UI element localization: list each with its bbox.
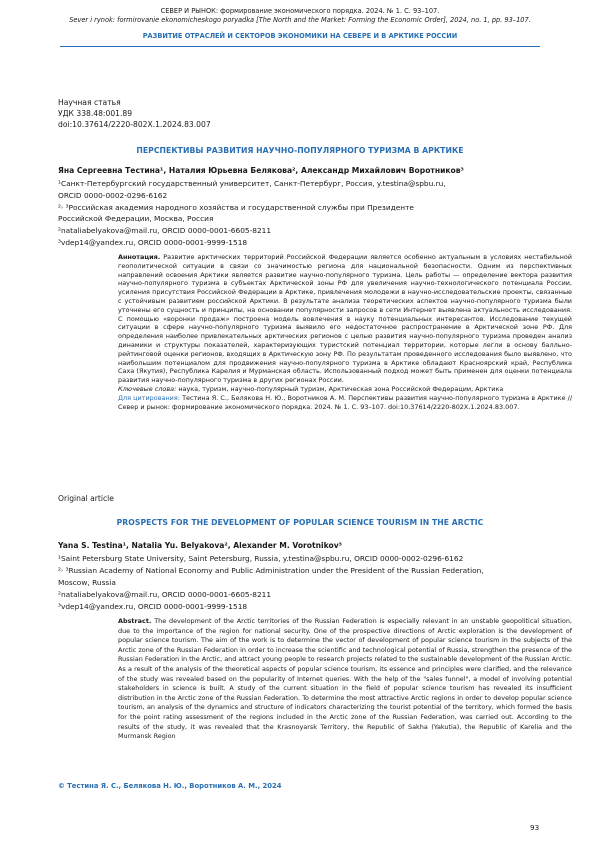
affiliation-ru-1-orcid: ORCID 0000-0002-0296-6162 xyxy=(58,191,168,200)
article-type-en: Original article xyxy=(58,494,114,503)
abstract-en-text: The development of the Arctic territories of the Russian Federation is especially relevant in an unstable geopolitical situation, due to the importance of the region for national security. One of the prospective directions of Arctic exploration is the development of popular science tourism. The aim of the work is to determine the vector of development of popular science tourism in the subjects of the Arctic zone of the Russian Federation in order to increase the scientific and technological potential of Russia, strengthen the presence of the Russian Federation in the Arctic, and attract young people to research projects related to the sustainable development of the Russian Arctic. As a result of the analysis of the theoretical aspects of popular science tourism, its essence and principles were clarified, and the relevance of the study was revealed based on the popularity of Internet queries. With the help of the "sales funnel", a model of involving potential stakeholders in science is built. A study of the current situation in the field of popular science tourism has revealed its insufficient distribution in the Arctic zone of the Russian Federation. To determine the most attractive Arctic regions in order to develop popular science tourism, an analysis of the dynamics and structure of indicators characterizing the tourist potential of the territory, which formed the basis for the point rating assessment of the regions included in the Arctic zone of the Russian Federation, was carried out. According to the results of the study, it was revealed that the Krasnoyarsk Territory, the Republic of Sakha (Yakutia), the Republic of Karelia and the Murmansk Region xyxy=(118,617,572,741)
abstract-ru-text: Развитие арктических территорий Российской Федерации является особенно актуальным в условиях нестабильной геополитической ситуации в связи со значимостью региона для национальной безопасности. Одним из перспективных направлений освоения Арктики является развитие научно-популярного туризма. Цель работы — определение вектора развития научно-популярного туризма в субъектах Арктической зоны РФ для увеличения научно-технологического потенциала России, усиления присутствия Российской Федерации в Арктике, привлечения молодежи в научно-исследовательские проекты, связанные с устойчивым развитием российской Арктики. В результате анализа теоретических аспектов научно-популярного туризма были уточнены его сущность и принципы, на основании популярности запросов в сети Интернет выявлена актуальность исследования. С помощью «воронки продаж» построена модель вовлечения в науку потенциальных интересантов. Исследование текущей ситуации в сфере научно-популярного туризма выявило его недостаточное распространение в Арктической зоне РФ. Для определения наиболее привлекательных арктических регионов с целью развития научно-популярного туризма проведен анализ динамики и структуры показателей, характеризующих туристский потенциал территории, которые легли в основу балльно-рейтинговой оценки регионов, входящих в Арктическую зону РФ. По результатам проведенного исследования было выявлено, что наибольшим потенциалом для продвижения научно-популярного туризма в Арктике обладают Красноярский край, Республика Саха (Якутия), Республика Карелия и Мурманская область. Использованный подход может быть применен для оценки потенциала развития научно-популярного туризма в других регионах России. xyxy=(118,253,572,385)
article-type: Научная статья xyxy=(58,98,121,107)
journal-citation-ru: СЕВЕР И РЫНОК: формирование экономического порядка. 2024. № 1. С. 93–107. xyxy=(160,7,440,15)
title-ru: ПЕРСПЕКТИВЫ РАЗВИТИЯ НАУЧНО-ПОПУЛЯРНОГО ТУРИЗМА В АРКТИКЕ xyxy=(136,146,464,155)
affiliation-en-1: ¹Saint Petersburg State University, Saint Petersburg, Russia, y.testina@spbu.ru, ORCID 0000-0002-0296-6162 xyxy=(58,554,464,563)
email-ru-3: ³vdep14@yandex.ru, ORCID 0000-0001-9999-1518 xyxy=(58,238,248,247)
section-title: РАЗВИТИЕ ОТРАСЛЕЙ И СЕКТОРОВ ЭКОНОМИКИ НА СЕВЕРЕ И В АРКТИКЕ РОССИИ xyxy=(142,32,458,40)
header-rule xyxy=(60,46,540,47)
email-ru-2: ²nataliabelyakova@mail.ru, ORCID 0000-0001-6605-8211 xyxy=(58,226,272,235)
authors-en: Yana S. Testina¹, Natalia Yu. Belyakova², Alexander M. Vorotnikov³ xyxy=(58,541,342,550)
cite-ru: Тестина Я. С., Белякова Н. Ю., Воротников А. М. Перспективы развития научно-популярного туризма в Арктике // Север и рынок: формирование экономического порядка. 2024. № 1. С. 93–107. doi:10.37614/2220-802X.1.2024.83.007. xyxy=(118,393,573,411)
title-en: PROSPECTS FOR THE DEVELOPMENT OF POPULAR SCIENCE TOURISM IN THE ARCTIC xyxy=(116,518,484,527)
journal-citation-en: Sever i rynok: formirovanie ekonomicheskogo poryadka [The North and the Market: Forming the Economic Order], 2024, no. 1, pp. 93–107. xyxy=(69,16,531,24)
authors-ru: Яна Сергеевна Тестина¹, Наталия Юрьевна Белякова², Александр Михайлович Воротников³ xyxy=(58,166,464,175)
keywords-ru-label: Ключевые слова: xyxy=(118,384,177,393)
cite-ru-label: Для цитирования: xyxy=(118,393,180,402)
page-number: 93 xyxy=(530,823,540,832)
doi: doi:10.37614/2220-802X.1.2024.83.007 xyxy=(58,120,211,129)
email-en-3: ³vdep14@yandex.ru, ORCID 0000-0001-9999-1518 xyxy=(58,602,248,611)
abstract-ru-label: Аннотация. xyxy=(118,253,161,261)
udk: УДК 338.48:001.89 xyxy=(58,109,133,118)
affiliation-en-2b: Moscow, Russia xyxy=(58,578,116,587)
abstract-ru xyxy=(118,253,572,411)
keywords-ru: наука, туризм, научно-популярный туризм, Арктическая зона Российской Федерации, Арктика xyxy=(178,384,504,393)
affiliation-en-2: ²˒ ³Russian Academy of National Economy and Public Administration under the President of the Russian Federation, xyxy=(58,566,484,575)
abstract-en xyxy=(118,617,572,742)
affiliation-ru-2: ²˒ ³Российская академия народного хозяйства и государственной службы при Президенте xyxy=(58,203,414,212)
abstract-en-label: Abstract. xyxy=(118,617,152,625)
copyright: © Тестина Я. С., Белякова Н. Ю., Воротников А. М., 2024 xyxy=(58,782,282,790)
affiliation-ru-1: ¹Санкт-Петербургский государственный университет, Санкт-Петербург, Россия, y.testina@spbu.ru, xyxy=(58,179,446,188)
email-en-2: ²nataliabelyakova@mail.ru, ORCID 0000-0001-6605-8211 xyxy=(58,590,272,599)
affiliation-ru-2b: Российской Федерации, Москва, Россия xyxy=(58,214,214,223)
